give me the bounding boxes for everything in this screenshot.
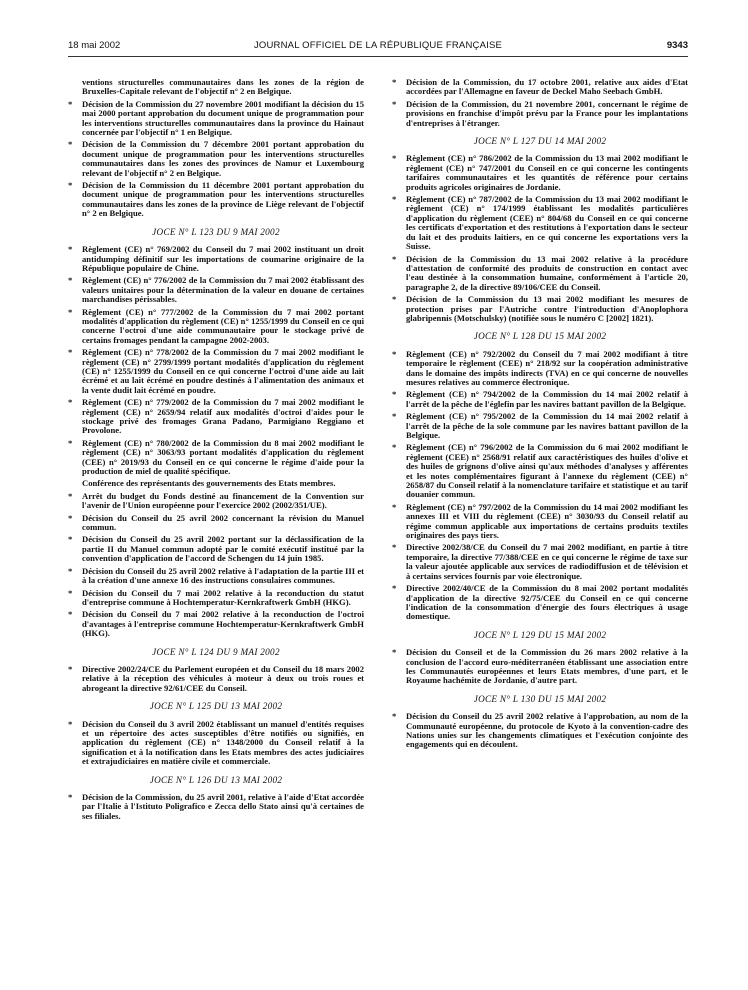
bullet-star: * (392, 389, 397, 400)
list-item (68, 514, 364, 533)
item-group (392, 648, 688, 686)
bullet-star: * (392, 194, 397, 205)
list-item-text: Règlement (CE) n° 792/2002 du Conseil du 7 mai 2002 modifiant à titre temporaire le règlement (CEE) n° 218/92 sur la coopération administrative dans le domaine des impôts indirects (TVA) en ce qui concerne de nouvelles mesures relatives au commerce électronique. (406, 348, 688, 387)
list-item-text: Règlement (CE) n° 780/2002 de la Commission du 8 mai 2002 modifiant le règlement (CE) n° 3063/93 portant modalités d'application du règlement (CEE) n° 2019/93 du Conseil en ce qui concerne le régime d'aide pour la production de miel de qualité spécifique. (82, 437, 364, 477)
list-item-continuation: ventions structurelles communautaires dans les zones de la région de Bruxelles-Capitale relevant de l'objectif n° 2 en Belgique. (82, 77, 364, 97)
bullet-star: * (392, 153, 397, 164)
list-item (68, 140, 364, 178)
list-item-text: Directive 2002/24/CE du Parlement européen et du Conseil du 18 mars 2002 relative à la réception des véhicules à moteur à deux ou trois roues et abrogeant la directive 92/61/CEE du Conseil. (82, 663, 364, 693)
bullet-star: * (392, 348, 397, 359)
list-item (68, 181, 364, 219)
bullet-star: * (392, 77, 397, 87)
list-item (392, 412, 688, 440)
list-item (392, 350, 688, 388)
bullet-star: * (68, 139, 73, 150)
list-item (68, 308, 364, 346)
item-group (68, 793, 364, 821)
section-heading: JOCE N° L 123 DU 9 MAI 2002 (152, 226, 280, 237)
bullet-star: * (68, 437, 73, 448)
item-group (392, 350, 688, 622)
list-item (392, 584, 688, 622)
list-item (392, 154, 688, 192)
bullet-star: * (68, 718, 73, 729)
list-item-text: Décision du Conseil du 7 mai 2002 relative à la reconduction du statut d'entreprise commune à Hochtemperatur-Kernkraftwerk GmbH (HKG). (82, 587, 364, 607)
list-item-continuation: Conférence des représentants des gouvernements des Etats membres. (82, 478, 336, 489)
bullet-star: * (68, 587, 73, 598)
list-item (392, 648, 688, 686)
header-page-number: 9343 (666, 40, 688, 51)
list-item-text: Décision du Conseil du 25 avril 2002 relative à l'adaptation de la partie III et à la création d'une annexe 16 des instructions consulaires communes. (82, 565, 364, 586)
bullet-star: * (392, 442, 397, 453)
item-group (68, 245, 364, 476)
item-group (68, 492, 364, 639)
bullet-star: * (68, 490, 73, 501)
list-item-text: Décision du Conseil du 7 mai 2002 relative à la reconduction de l'octroi d'avantages à l'entreprise commune Hochtemperatur-Kernkraftwerk GmbH (HKG). (82, 609, 364, 639)
bullet-star: * (68, 792, 73, 802)
item-group (68, 720, 364, 767)
right-column (392, 78, 688, 753)
list-item-text: Règlement (CE) n° 779/2002 de la Commission du 7 mai 2002 modifiant le règlement (CE) n° 2659/94 relatif aux modalités d'octroi d'aides pour le stockage privé des fromages Grana Padano, Parmigiano Reggiano et Provolone. (82, 397, 364, 436)
item-group (68, 665, 364, 693)
list-item-text: Décision du Conseil du 25 avril 2002 concernant la révision du Manuel commun. (82, 512, 364, 533)
item-group (68, 100, 364, 219)
bullet-star: * (392, 542, 397, 553)
page-header (68, 40, 688, 54)
bullet-star: * (68, 609, 73, 620)
list-item-text: Règlement (CE) n° 795/2002 de la Commission du 14 mai 2002 relatif à l'arrêt de la pêche de la sole commune par les navires battant pavillon de la Belgique. (406, 411, 688, 440)
list-item-text: Décision de la Commission du 27 novembre 2001 modifiant la décision du 15 mai 2000 portant approbation du document unique de programmation pour les interventions structurelles communautaires dans la province du Hainaut concernée par l'objectif n° 1 en Belgique. (82, 98, 364, 138)
header-date: 18 mai 2002 (68, 40, 121, 51)
bullet-star: * (392, 711, 397, 722)
bullet-star: * (68, 512, 73, 523)
list-item-text: Règlement (CE) n° 778/2002 de la Commission du 7 mai 2002 modifiant le règlement (CE) n° 2799/1999 portant modalités d'application du règlement (CE) n° 1255/1999 du Conseil en ce qui concerne l'octroi d'une aide au lait écrémé et au lait écrémé en poudre destinés à l'alimentation des animaux et la vente dudit lait écrémé en poudre. (82, 347, 364, 395)
item-group (392, 78, 688, 128)
list-item-text: Décision de la Commission, du 21 novembre 2001, concernant le régime de provisions en franchise d'impôt prévu par la France pour les implantations d'entreprises à l'étranger. (406, 98, 688, 128)
bullet-star: * (392, 411, 397, 422)
bullet-star: * (68, 663, 73, 674)
list-item-text: Décision du Conseil du 25 avril 2002 relative à l'approbation, au nom de la Communauté européenne, du protocole de Kyoto à la convention-cadre des Nations unies sur les changements climatiques et l'exécution conjointe des engagements qui en découlent. (406, 711, 688, 750)
bullet-star: * (68, 275, 73, 286)
list-item (68, 610, 364, 638)
list-item-text: Règlement (CE) n° 769/2002 du Conseil du 7 mai 2002 instituant un droit antidumping définitif sur les importations de coumarine originaire de la République populaire de Chine. (82, 244, 364, 273)
bullet-star: * (392, 647, 397, 658)
bullet-star: * (392, 294, 397, 305)
bullet-star: * (68, 534, 73, 545)
list-item-text: Règlement (CE) n° 796/2002 de la Commission du 6 mai 2002 modifiant le règlement (CEE) n° 2568/91 relatif aux caractéristiques des huiles d'olive et des huiles de grignons d'olive ainsi qu'aux méthodes d'analyses y afférentes et les notes complémentaires figurant à l'annexe du règlement (CEE) n° 2658/87 du Conseil relatif à la nomenclature tarifaire et statistique et au tarif douanier commun. (406, 442, 688, 500)
list-item (68, 245, 364, 273)
bullet-star: * (68, 565, 73, 576)
list-item-text: Directive 2002/40/CE de la Commission du 8 mai 2002 portant modalités d'application de la directive 92/75/CEE du Conseil en ce qui concerne l'indication de la consommation d'énergie des fours électriques à usage domestique. (406, 583, 688, 622)
bullet-star: * (68, 306, 73, 317)
list-item-text: Règlement (CE) n° 776/2002 de la Commission du 7 mai 2002 établissant des valeurs unitaires pour la détermination de la valeur en douane de certaines marchandises périssables. (82, 275, 364, 305)
list-item (392, 543, 688, 581)
list-item-text: Directive 2002/38/CE du Conseil du 7 mai 2002 modifiant, en partie à titre temporaire, la directive 77/388/CEE en ce qui concerne le régime de taxe sur la valeur ajoutée applicable aux services de radiodiffusion et de télévision et à certains services fournis par voie électronique. (406, 542, 688, 581)
bullet-star: * (68, 244, 73, 255)
list-item (392, 255, 688, 293)
bullet-star: * (392, 253, 397, 264)
list-item (392, 295, 688, 323)
list-item (392, 443, 688, 499)
list-item (68, 535, 364, 563)
section-heading: JOCE N° L 127 DU 14 MAI 2002 (473, 136, 607, 147)
bullet-star: * (68, 180, 73, 191)
list-item-text: Décision de la Commission du 7 décembre 2001 portant approbation du document unique de programmation pour les interventions structurelles communautaires dans les zones des provinces de Namur et Luxembourg relevant de l'objectif n° 2 en Belgique. (82, 139, 364, 178)
list-item (68, 492, 364, 511)
list-item (68, 276, 364, 304)
list-item-text: Décision de la Commission, du 25 avril 2001, relative à l'aide d'Etat accordée par l'Italie à l'Istituto Poligrafico e Zecca dello Stato ainsi qu'à certaines de ses filiales. (82, 792, 364, 821)
bullet-star: * (392, 98, 397, 109)
list-item-text: Règlement (CE) n° 797/2002 de la Commission du 14 mai 2002 modifiant les annexes III et VIII du règlement (CEE) n° 3030/93 du Conseil relatif au régime commun applicable aux importations de certains produits textiles originaires des pays tiers. (406, 501, 688, 541)
list-item-text: Décision de la Commission du 11 décembre 2001 portant approbation du document unique de programmation pour les interventions structurelles communautaires dans les zones de la province de Liège relevant de l'objectif n° 2 en Belgique. (82, 180, 364, 219)
list-item (68, 720, 364, 767)
list-item-text: Décision de la Commission du 13 mai 2002 relative à la procédure d'attestation de conformité des produits de construction en contact avec l'eau destinée à la consommation humaine, conformément à l'article 20, paragraphe 2, de la directive 89/106/CEE du Conseil. (406, 253, 688, 292)
item-group (392, 154, 688, 323)
list-item-text: Décision de la Commission, du 17 octobre 2001, relative aux aides d'Etat accordées par l'Allemagne en faveur de Deckel Maho Seebach GmbH. (406, 77, 688, 97)
list-item-text: Règlement (CE) n° 786/2002 de la Commission du 13 mai 2002 modifiant le règlement (CE) n° 747/2001 du Conseil en ce qui concerne les contingents tarifaires communautaires et les quantités de référence pour certains produits agricoles originaires de Jordanie. (406, 153, 688, 192)
list-item-text: Décision du Conseil du 25 avril 2002 portant sur la déclassification de la partie II du Manuel commun adopté par le comité exécutif institué par la convention d'application de l'accord de Schengen du 14 juin 1985. (82, 534, 364, 564)
section-heading: JOCE N° L 124 DU 9 MAI 2002 (152, 646, 280, 657)
list-item (68, 439, 364, 477)
section-heading: JOCE N° L 125 DU 13 MAI 2002 (149, 701, 283, 712)
list-item-text: Décision de la Commission du 13 mai 2002 modifiant les mesures de protection prises par l'Autriche contre l'introduction d'Anoplophora glabripennis (Motschulsky) (notifiée sous le numéro C [2002] 1821). (406, 294, 688, 323)
list-item-text: Règlement (CE) n° 787/2002 de la Commission du 13 mai 2002 modifiant le règlement (CE) n° 174/1999 établissant les modalités particulières d'application du règlement (CEE) n° 804/68 du Conseil en ce qui concerne les certificats d'exportation et des restitutions à l'exportation dans le secteur du lait et des produits laitiers, en ce qui concerne les exportations vers la Suisse. (406, 194, 688, 252)
list-item (68, 100, 364, 138)
list-item (68, 398, 364, 436)
list-item-text: Arrêt du budget du Fonds destiné au financement de la Convention sur l'avenir de l'Union européenne pour l'exercice 2002 (2002/351/UE). (82, 490, 364, 511)
list-item (68, 665, 364, 693)
list-item (68, 793, 364, 821)
section-heading: JOCE N° L 130 DU 15 MAI 2002 (473, 693, 607, 704)
list-item (392, 503, 688, 541)
section-heading: JOCE N° L 126 DU 13 MAI 2002 (149, 774, 283, 785)
list-item (392, 390, 688, 409)
left-column (68, 78, 364, 824)
section-heading: JOCE N° L 128 DU 15 MAI 2002 (473, 331, 607, 342)
bullet-star: * (68, 397, 73, 408)
list-item-text: Règlement (CE) n° 794/2002 de la Commission du 14 mai 2002 relatif à l'arrêt de la pêche de l'églefin par les navires battant pavillon de la Belgique. (406, 389, 688, 409)
list-item-text: Règlement (CE) n° 777/2002 de la Commission du 7 mai 2002 portant modalités d'application du règlement (CE) n° 1255/1999 du Conseil en ce qui concerne l'octroi d'une aide communautaire pour le stockage privé de certains fromages pendant la campagne 2002-2003. (82, 306, 364, 345)
list-item (392, 78, 688, 97)
item-group (392, 712, 688, 750)
list-item (68, 348, 364, 395)
list-item (392, 195, 688, 251)
list-item (68, 567, 364, 586)
bullet-star: * (68, 347, 73, 358)
bullet-star: * (392, 501, 397, 512)
header-journal-title: JOURNAL OFFICIEL DE LA RÉPUBLIQUE FRANÇAISE (253, 40, 503, 51)
bullet-star: * (392, 583, 397, 594)
list-item (68, 589, 364, 608)
list-item (392, 712, 688, 750)
header-rule (68, 56, 688, 57)
list-item-text: Décision du Conseil et de la Commission du 26 mars 2002 relative à la conclusion de l'accord euro-méditerranéen établissant une association entre les Communautés européennes et leurs Etats membres, d'une part, et le Royaume hachémite de Jordanie, d'autre part. (406, 647, 688, 686)
list-item-text: Décision du Conseil du 3 avril 2002 établissant un manuel d'entités requises et un répertoire des actes susceptibles d'être notifiés ou signifiés, en application du règlement (CE) n° 1348/2000 du Conseil relatif à la signification et à la notification dans les Etats membres des actes judiciaires et extrajudiciaires en matière civile et commerciale. (82, 718, 364, 767)
bullet-star: * (68, 98, 73, 109)
section-heading: JOCE N° L 129 DU 15 MAI 2002 (473, 629, 607, 640)
list-item (392, 100, 688, 128)
